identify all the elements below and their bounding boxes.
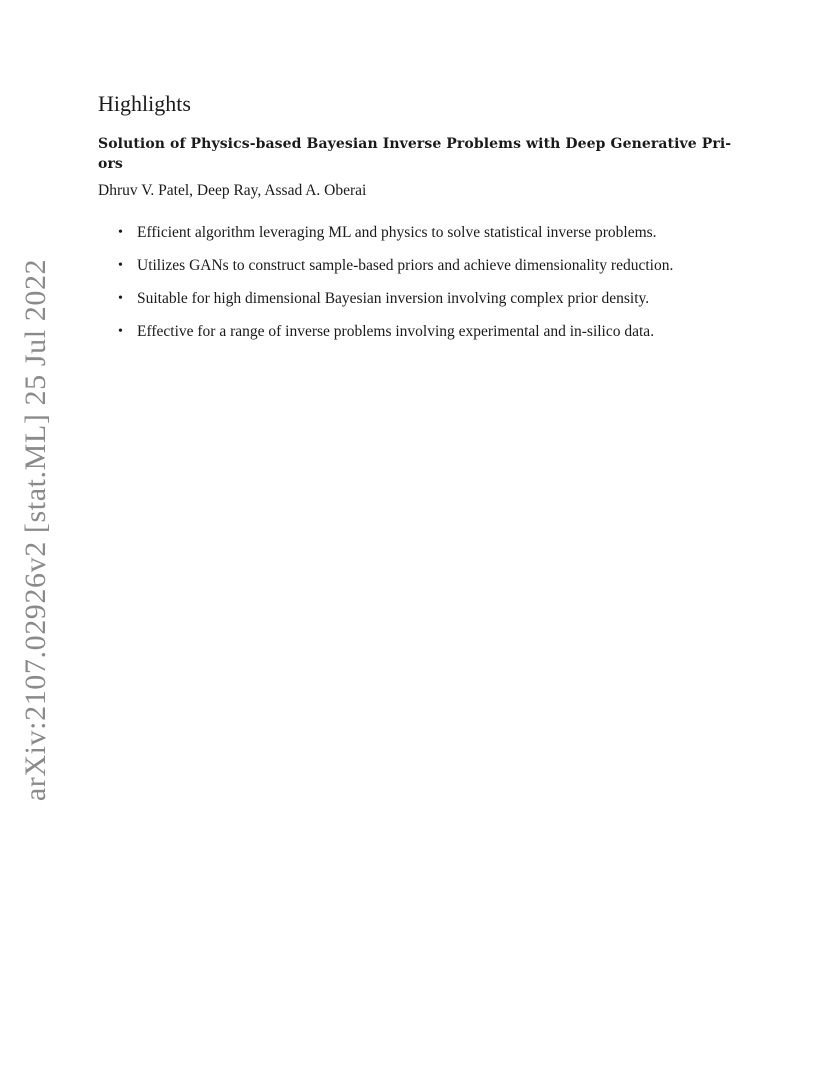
highlights-list [118,222,758,354]
paper-title-line-1: Solution of Physics-based Bayesian Inverse Problems with Deep Generative Pri- [98,136,732,152]
paper-title [98,134,738,174]
highlight-text: Suitable for high dimensional Bayesian inversion involving complex prior density. [137,290,650,307]
highlight-text: Effective for a range of inverse problems involving experimental and in-silico data. [137,323,655,340]
highlight-item [118,288,758,321]
highlight-text: Efficient algorithm leveraging ML and physics to solve statistical inverse problems. [137,224,657,241]
bullet-icon: • [118,291,123,306]
bullet-icon: • [118,324,123,339]
highlights-heading: Highlights [98,91,191,116]
highlight-item [118,222,758,255]
highlight-text: Utilizes GANs to construct sample-based priors and achieve dimensionality reduction. [137,257,674,274]
bullet-icon: • [118,225,123,240]
arxiv-identifier-stamp: arXiv:2107.02926v2 [stat.ML] 25 Jul 2022 [19,258,52,802]
paper-title-line-2: ors [98,156,123,172]
highlight-item [118,255,758,288]
highlight-item [118,321,758,354]
author-list: Dhruv V. Patel, Deep Ray, Assad A. Oberai [98,182,367,199]
bullet-icon: • [118,258,123,273]
